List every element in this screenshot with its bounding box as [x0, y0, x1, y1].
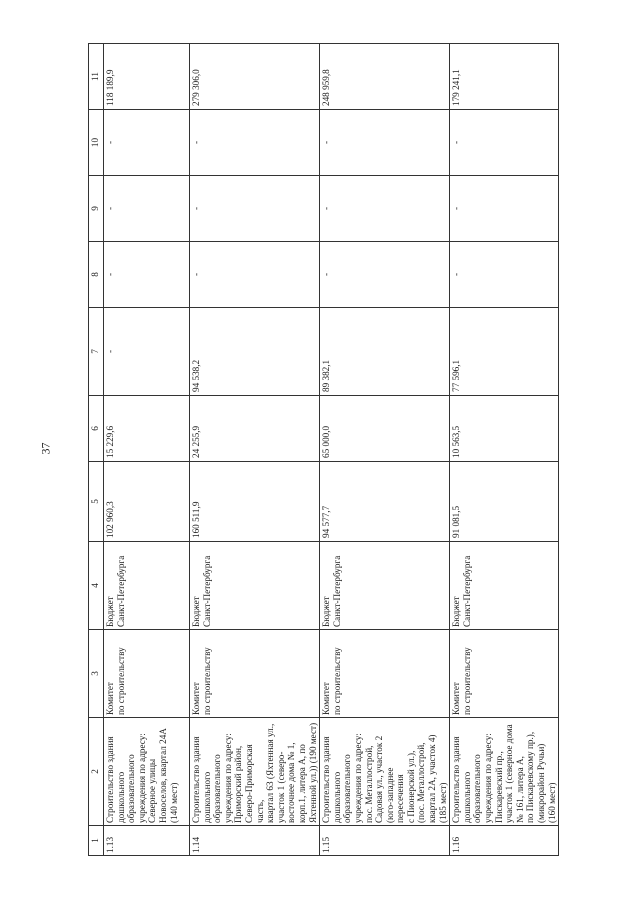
- value-cell: -: [104, 242, 190, 308]
- value-cell: 91 081,5: [450, 462, 559, 542]
- funding-source-cell: Бюджет Санкт-Петербурга: [190, 542, 320, 630]
- header-cell: 10: [89, 110, 104, 176]
- header-row: [89, 44, 104, 856]
- value-cell: 77 596,1: [450, 308, 559, 396]
- funding-source-cell: Бюджет Санкт-Петербурга: [450, 542, 559, 630]
- header-cell: 11: [89, 44, 104, 110]
- table-row: [320, 44, 450, 856]
- header-cell: 8: [89, 242, 104, 308]
- value-cell: 65 000,0: [320, 396, 450, 462]
- table-row: [104, 44, 190, 856]
- page-number: 37: [38, 442, 53, 455]
- customer-cell: Комитет по строительству: [450, 630, 559, 718]
- value-cell: -: [320, 242, 450, 308]
- header-cell: 9: [89, 176, 104, 242]
- value-cell: -: [320, 110, 450, 176]
- total-cell: 118 189,9: [104, 44, 190, 110]
- object-description: Строительство здания дошкольного образовательного учреждения по адресу: Пискаревский пр., участок 1 (северное дома № 161, литера А, по Пискаревскому пр.), (микрорайон Ручьи) (160 мест): [450, 718, 559, 826]
- header-cell: 2: [89, 718, 104, 826]
- header-cell: 4: [89, 542, 104, 630]
- header-cell: 6: [89, 396, 104, 462]
- value-cell: 102 960,3: [104, 462, 190, 542]
- table-row: [450, 44, 559, 856]
- object-description: Строительство здания дошкольного образовательного учреждения по адресу: Северное улицы Новоселов, квартал 24А (140 мест): [104, 718, 190, 826]
- budget-table: [88, 43, 559, 856]
- row-index: 1.16: [450, 826, 559, 856]
- total-cell: 179 241,1: [450, 44, 559, 110]
- value-cell: -: [190, 242, 320, 308]
- header-cell: 3: [89, 630, 104, 718]
- object-description: Строительство здания дошкольного образовательного учреждения по адресу: Приморский район, Северо-Приморская часть, квартал 63 (Яхтенная ул., участок 1 (северо- восточнее дома № 1, корп.1, литера А, по Яхтенной ул.)) (190 мест): [190, 718, 320, 826]
- customer-cell: Комитет по строительству: [104, 630, 190, 718]
- value-cell: -: [450, 242, 559, 308]
- value-cell: -: [104, 176, 190, 242]
- table-row: [190, 44, 320, 856]
- row-index: 1.13: [104, 826, 190, 856]
- funding-source-cell: Бюджет Санкт-Петербурга: [320, 542, 450, 630]
- value-cell: -: [104, 308, 190, 396]
- value-cell: -: [104, 110, 190, 176]
- customer-cell: Комитет по строительству: [320, 630, 450, 718]
- value-cell: 24 255,9: [190, 396, 320, 462]
- value-cell: -: [450, 176, 559, 242]
- header-cell: 5: [89, 462, 104, 542]
- value-cell: -: [190, 176, 320, 242]
- value-cell: 94 577,7: [320, 462, 450, 542]
- value-cell: 15 229,6: [104, 396, 190, 462]
- value-cell: 160 511,9: [190, 462, 320, 542]
- value-cell: -: [450, 110, 559, 176]
- rotated-table-container: [88, 44, 557, 856]
- value-cell: -: [190, 110, 320, 176]
- header-cell: 7: [89, 308, 104, 396]
- row-index: 1.14: [190, 826, 320, 856]
- value-cell: 94 538,2: [190, 308, 320, 396]
- customer-cell: Комитет по строительству: [190, 630, 320, 718]
- total-cell: 248 959,8: [320, 44, 450, 110]
- value-cell: 89 382,1: [320, 308, 450, 396]
- total-cell: 279 306,0: [190, 44, 320, 110]
- value-cell: 10 563,5: [450, 396, 559, 462]
- funding-source-cell: Бюджет Санкт-Петербурга: [104, 542, 190, 630]
- header-cell: 1: [89, 826, 104, 856]
- row-index: 1.15: [320, 826, 450, 856]
- value-cell: -: [320, 176, 450, 242]
- object-description: Строительство здания дошкольного образовательного учреждения по адресу: пос. Металлострой, Садовая ул., участок 2 (юго-западнее пересечения с Пионерской ул.), (пос. Металлострой, квартал 2А, участок 4) (185 мест): [320, 718, 450, 826]
